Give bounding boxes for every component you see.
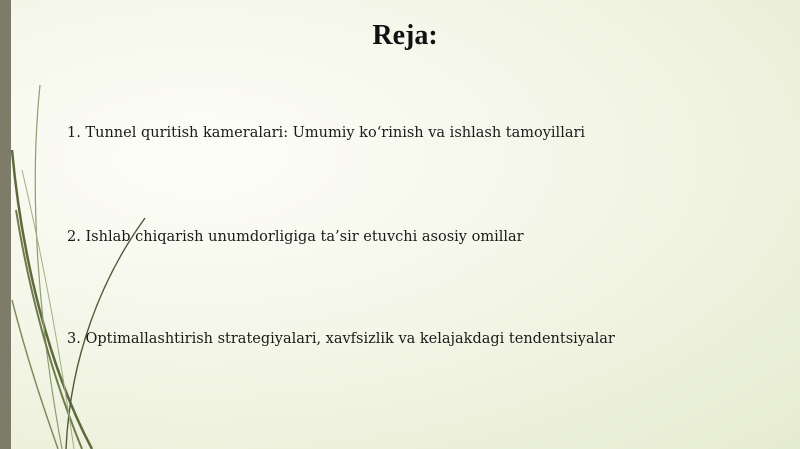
plan-item-2: 2. Ishlab chiqarish unumdorligiga ta’sir etuvchi asosiy omillar bbox=[67, 229, 524, 245]
plan-item-1: 1. Tunnel quritish kameralari: Umumiy ko‘rinish va ishlash tamoyillari bbox=[67, 125, 586, 141]
plan-item-3: 3. Optimallashtirish strategiyalari, xavfsizlik va kelajakdagi tendentsiyalar bbox=[67, 331, 615, 347]
slide-title: Reja: bbox=[372, 20, 438, 51]
grass-stems-decoration bbox=[0, 0, 200, 449]
